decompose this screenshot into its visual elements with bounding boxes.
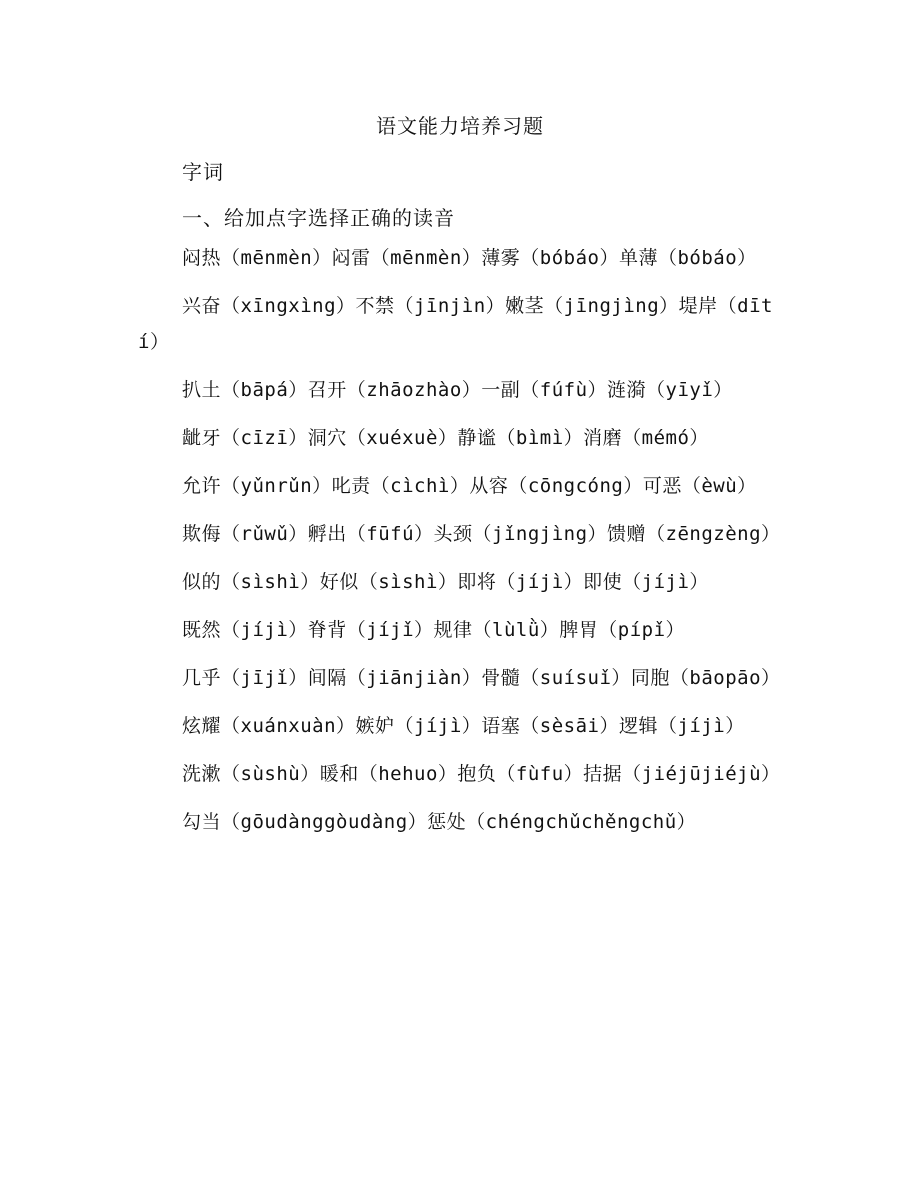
exercise-line: 几乎（jījǐ）间隔（jiānjiàn）骨髓（suísuǐ）同胞（bāopāo） bbox=[182, 667, 781, 689]
exercise-line: 炫耀（xuánxuàn）嫉妒（jíjì）语塞（sèsāi）逻辑（jíjì） bbox=[182, 715, 745, 737]
exercise-list bbox=[138, 232, 788, 840]
exercise-line: 既然（jíjì）脊背（jíjǐ）规律（lùlǜ）脾胃（pípǐ） bbox=[182, 619, 686, 641]
exercise-line: 扒土（bāpá）召开（zhāozhào）一副（fúfù）涟漪（yīyǐ） bbox=[182, 379, 733, 401]
exercise-line: 闷热（mēnmèn）闷雷（mēnmèn）薄雾（bóbáo）单薄（bóbáo） bbox=[182, 247, 757, 269]
exercise-line: 欺侮（rǔwǔ）孵出（fūfú）头颈（jǐngjìng）馈赠（zēngzèng） bbox=[182, 523, 781, 545]
subsection-heading: 一、给加点字选择正确的读音 bbox=[182, 206, 455, 230]
exercise-line: 龇牙（cīzī）洞穴（xuéxuè）静谧（bìmì）消磨（mémó） bbox=[182, 427, 709, 449]
document-title: 语文能力培养习题 bbox=[376, 114, 544, 138]
section-heading: 字词 bbox=[182, 160, 224, 184]
exercise-line: 似的（sìshì）好似（sìshì）即将（jíjì）即使（jíjì） bbox=[182, 571, 709, 593]
exercise-line: 兴奋（xīngxìng）不禁（jīnjìn）嫩茎（jīngjìng）堤岸（dītí） bbox=[138, 295, 773, 353]
exercise-line: 勾当（gōudànggòudàng）惩处（chéngchǔchěngchǔ） bbox=[182, 811, 697, 833]
exercise-line: 洗漱（sùshù）暖和（hehuo）抱负（fùfu）拮据（jiéjūjiéjù） bbox=[182, 763, 781, 785]
exercise-line: 允许（yǔnrǔn）叱责（cìchì）从容（cōngcóng）可恶（èwù） bbox=[182, 475, 757, 497]
